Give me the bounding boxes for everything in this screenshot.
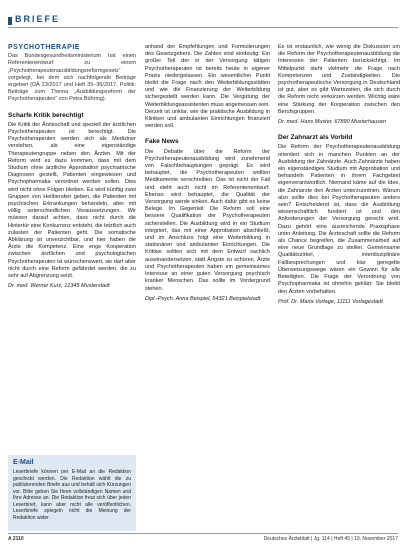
letter-body: Die Reform der Psychotherapeutenausbildung orientiert sich in manchen Punkten an der Ausbildung der Zahnärzte. Auch Zahnärzte haben ein eigenständiges Studium mit Approbation und behandeln Patienten in ihrem Fachgebiet eigenverantwortlich. Niemand käme auf die Idee, die Zahnärzte den Ärzten unterzuordnen. Warum also sollte dies bei Psychotherapeuten anders sein? Entscheidend ist, dass die Ausbildung wissenschaftlich fundiert ist und den Anforderungen der Versorgung gerecht wird. Dazu gehört eine ausreichende Praxisphase unter Anleitung. Die Ärzteschaft sollte die Reform als Chance begreifen, die Zusammenarbeit auf eine neue Grundlage zu stellen. Gemeinsame Qualitätszirkel, interdisziplinäre Fallbesprechungen und klar geregelte Überweisungswege wären ein Gewinn für alle Beteiligten. Die Frage der Verordnung von Psychopharmaka ist ohnehin geklärt: Sie bleibt den Ärzten vorbehalten. xyxy=(278,144,400,295)
header-divider xyxy=(8,27,398,28)
letter-body: Die Debatte über die Reform der Psychotherapeutenausbildung wird zunehmend von Falschbehauptungen geprägt. Es wird behauptet, die Psychotherapeuten wollten Medikamente verschreiben. Das ist nicht der Fall und steht auch nicht im Referentenentwurf. Ebenso wird behauptet, die Qualität der Versorgung werde sinken. Auch dafür gibt es keine Belege. Im Gegenteil: Die Reform soll eine bessere Qualifikation der Psychotherapeuten sicherstellen. Die Ausbildung wird in ein Studium integriert, das mit einer Approbation abschließt, und im Anschluss folgt eine Weiterbildung in stationären und ambulanten Einrichtungen. Die Kritiker sollten sich mit dem Entwurf sachlich auseinandersetzen, statt Ängste zu schüren. Ärzte und Psychotherapeuten haben ein gemeinsames Interesse an einer guten Versorgung psychisch kranker Menschen. Das sollte im Vordergrund stehen. xyxy=(145,148,270,292)
section-title: BRIEFE xyxy=(15,14,61,24)
column-left xyxy=(8,44,136,294)
letter-body: Die Kritik der Ärzteschaft und speziell der ärztlichen Psychotherapeuten ist berechtigt. Die Psychotherapeuten werden sich als Mediziner verstehen, als eine eigenständige Therapeutengruppe neben den Ärzten. Mit der Reform wird es dazu kommen, dass mit dem Studium ohne ärztliche Approbation psychiatrische Diagnosen gestellt, Patienten eingewiesen und Psychopharmaka verordnet werden sollen. Dies wird nicht ohne Folgen bleiben. Es wird künftig zwei Gruppen von Heilberufen geben, die Patienten mit psychischen Erkrankungen behandeln, aber mit völlig unterschiedlichen Voraussetzungen. Wir müssen darauf achten, dass nicht durch die Hintertür eine Konkurrenz entsteht, die letztlich auch zulasten der Patienten geht. Die somatische Abklärung ist unverzichtbar, und hier haben die Ärzte die Kompetenz. Eine enge Kooperation zwischen ärztlichen und psychologischen Psychotherapeuten ist wünschenswert, sie darf aber nicht durch eine Reform gefährdet werden, die zu sehr auf Abgrenzung setzt. xyxy=(8,121,136,280)
letter-headline: Der Zahnarzt als Vorbild xyxy=(278,134,353,142)
email-box-text: Leserbriefe können per E-Mail an die Redaktion geschickt werden. Die Redaktion wählt die zu publizierenden Briefe aus und behält sich Kürzungen vor. Bitte geben Sie Ihren vollständigen Namen und Ihre Adresse an. Die Redaktion freut sich über jeden Leserbrief, kann aber nicht alle veröffentlichen. Leserbriefe spiegeln nicht die Meinung der Redaktion wider. xyxy=(13,469,131,521)
letter-headline: Fake News xyxy=(145,138,179,146)
section-header xyxy=(8,14,398,26)
page-number: A 2110 xyxy=(8,536,24,542)
letter-signature: Dr. med. Werner Kurz, 12345 Musterstadt xyxy=(8,283,110,290)
letter-signature: Dipl.-Psych. Anna Beispiel, 54321 Beispielstadt xyxy=(145,295,261,302)
topic-lede: Das Bundesgesundheitsministerium hat einen Referentenentwurf zu einem „Psychotherapeutenausbildungsreformgesetz“ vorgelegt, bei dem sich nachfolgende Beiträge ergeben (DÄ 23/2017 und Heft 35–36/2017, Politik: Beiträge zum Thema „Ausbildungsreform der Psychotherapeuten“ von Petra Bühring). xyxy=(8,53,136,103)
letter-body: Es ist erstaunlich, wie wenig die Diskussion um die Reform der Psychotherapeutenausbildung die Interessen der Patienten berücksichtigt. Im Mittelpunkt steht vielmehr die Frage nach Kompetenzen und Zuständigkeiten. Die psychotherapeutische Versorgung in Deutschland ist gut, aber es gibt Wartezeiten, die sich durch die Reform nicht verkürzen werden. Wichtig wäre eine Stärkung der Kooperation zwischen den Berufsgruppen. xyxy=(278,44,400,115)
publication-citation: Deutsches Ärzteblatt | Jg. 114 | Heft 45 | 10. November 2017 xyxy=(263,536,398,542)
footer-divider xyxy=(8,533,398,534)
letter-signature: Dr. med. Hans Muster, 67890 Musterhausen xyxy=(278,119,387,126)
letter-body: anhand der Empfehlungen und Formulierungen des Gesetzgebers. Die Zahlen sind eindeutig: Ein großer Teil der in der Versorgung tätigen Psychotherapeuten ist bereits heute in eigener Praxis niedergelassen. Ein wesentlicher Punkt bleibt die Frage nach den Weiterbildungsstätten und wie die Finanzierung der Weiterbildung sichergestellt werden kann. Die Vergütung der Weiterbildungsassistenten muss angemessen sein. Derzeit ist unklar, wie die praktische Ausbildung in Kliniken und ambulanten Einrichtungen finanziert werden soll. xyxy=(145,44,270,130)
letter-signature: Prof. Dr. Maria Vorlage, 11111 Vorlagestadt xyxy=(278,298,383,305)
section-marker xyxy=(8,17,12,25)
email-info-box xyxy=(8,455,136,531)
topic-kicker: PSYCHOTHERAPIE xyxy=(8,44,80,51)
column-right xyxy=(278,44,400,309)
email-box-title: E-Mail xyxy=(13,459,34,466)
column-middle xyxy=(145,44,270,306)
page-footer xyxy=(8,536,398,546)
letter-headline: Scharfe Kritik berechtigt xyxy=(8,111,84,119)
